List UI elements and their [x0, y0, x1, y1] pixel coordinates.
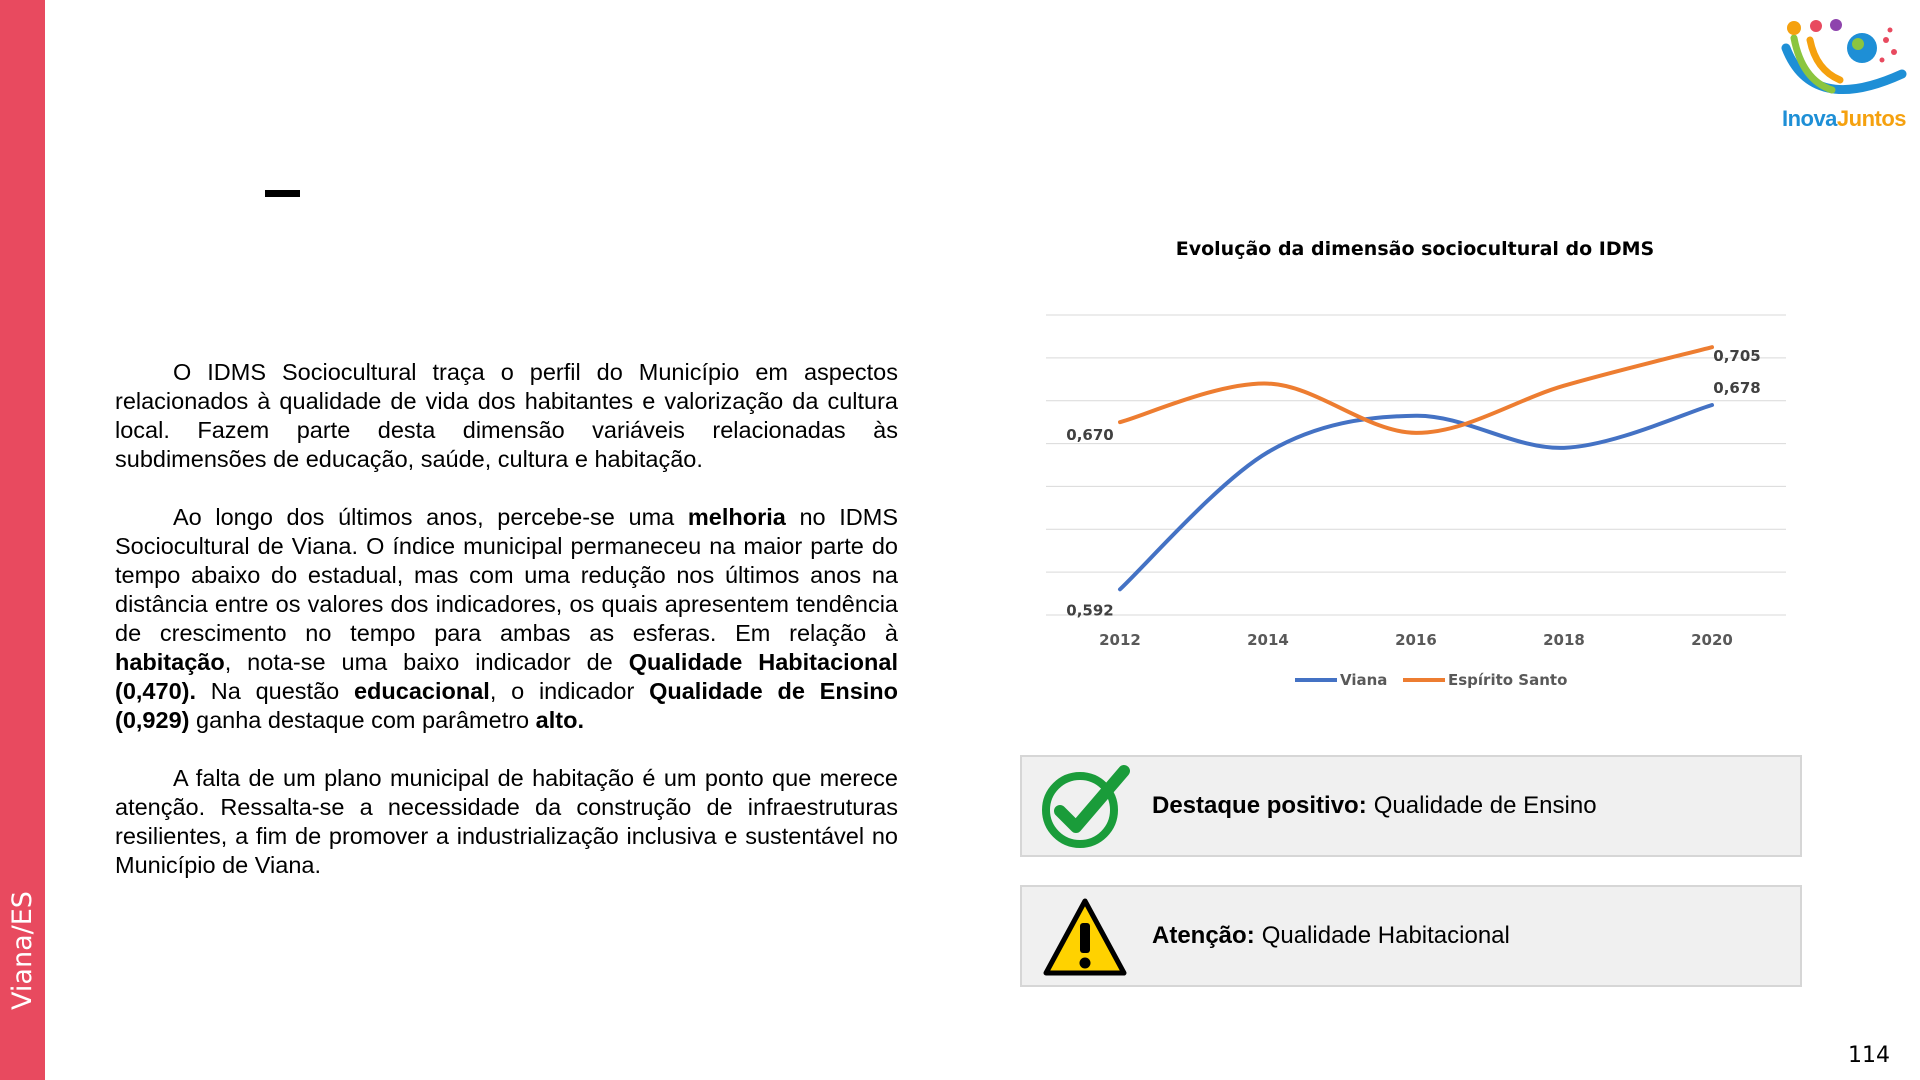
bold-text: Qualidade de Ensino (0,929) [115, 678, 898, 733]
legend-label: Viana [1340, 671, 1388, 689]
text-run: , nota-se uma baixo indicador de [224, 649, 629, 675]
paragraph [115, 764, 898, 880]
text-run: O IDMS Sociocultural traça o perfil do Município em aspectos relacionados à qualidade de vida dos habitantes e valorização da cultura local. Fazem parte desta dimensão variáveis relacionadas às subdimensões de educação, saúde, cultura e habitação. [115, 359, 898, 472]
positive-highlight-label: Destaque positivo: [1152, 792, 1367, 819]
text-run: ganha destaque com parâmetro [189, 707, 536, 733]
positive-highlight-text [1152, 757, 1597, 855]
data-label: 0,705 [1713, 347, 1761, 366]
line-chart [1040, 295, 1790, 695]
warning-highlight-text [1152, 887, 1510, 985]
x-tick-label: 2014 [1247, 631, 1289, 649]
text-run: , o indicador [489, 678, 650, 704]
warning-highlight-value: Qualidade Habitacional [1261, 922, 1510, 949]
x-tick-label: 2016 [1395, 631, 1437, 649]
x-tick-label: 2012 [1099, 631, 1141, 649]
page-number: 114 [1848, 1043, 1890, 1068]
paragraph [115, 358, 898, 474]
x-tick-label: 2020 [1691, 631, 1733, 649]
bold-text: educacional [353, 678, 490, 704]
warning-highlight-box [1020, 885, 1802, 987]
x-tick-label: 2018 [1543, 631, 1585, 649]
data-label: 0,670 [1066, 426, 1114, 445]
logo-wordmark: InovaJuntos [1781, 106, 1907, 131]
text-run: Na questão [196, 678, 354, 704]
bold-text: habitação [115, 649, 225, 675]
check-icon [1040, 763, 1130, 851]
warning-icon [1040, 893, 1130, 981]
positive-highlight-value: Qualidade de Ensino [1373, 792, 1597, 819]
series-line-espírito-santo [1120, 347, 1712, 433]
positive-highlight-box [1020, 755, 1802, 857]
warning-highlight-label: Atenção: [1152, 922, 1255, 949]
chart-title: Evolução da dimensão sociocultural do IDMS [1175, 238, 1655, 260]
bold-text: alto. [535, 707, 584, 733]
data-label: 0,592 [1066, 601, 1114, 620]
title-dash [265, 190, 300, 197]
data-label: 0,678 [1713, 379, 1761, 397]
text-run: A falta de um plano municipal de habitação é um ponto que merece atenção. Ressalta-se a necessidade da construção de infraestruturas resilientes, a fim de promover a industrialização inclusiva e sustentável no Município de Viana. [115, 765, 898, 878]
bold-text: Qualidade Habitacional (0,470). [115, 649, 898, 704]
text-run: Ao longo dos últimos anos, percebe-se uma [173, 504, 688, 530]
body-text [115, 358, 898, 909]
text-run: no IDMS Sociocultural de Viana. O índice municipal permaneceu na maior parte do tempo abaixo do estadual, mas com uma redução nos últimos anos na distância entre os valores dos indicadores, os quais apresentem tendência de crescimento no tempo para ambas as esferas. Em relação à [115, 504, 898, 646]
side-label-container [0, 880, 45, 1020]
bold-text: melhoria [687, 504, 786, 530]
legend-label: Espírito Santo [1448, 671, 1568, 689]
paragraph [115, 503, 898, 735]
sidebar-location-label: Viana/ES [7, 890, 39, 1010]
